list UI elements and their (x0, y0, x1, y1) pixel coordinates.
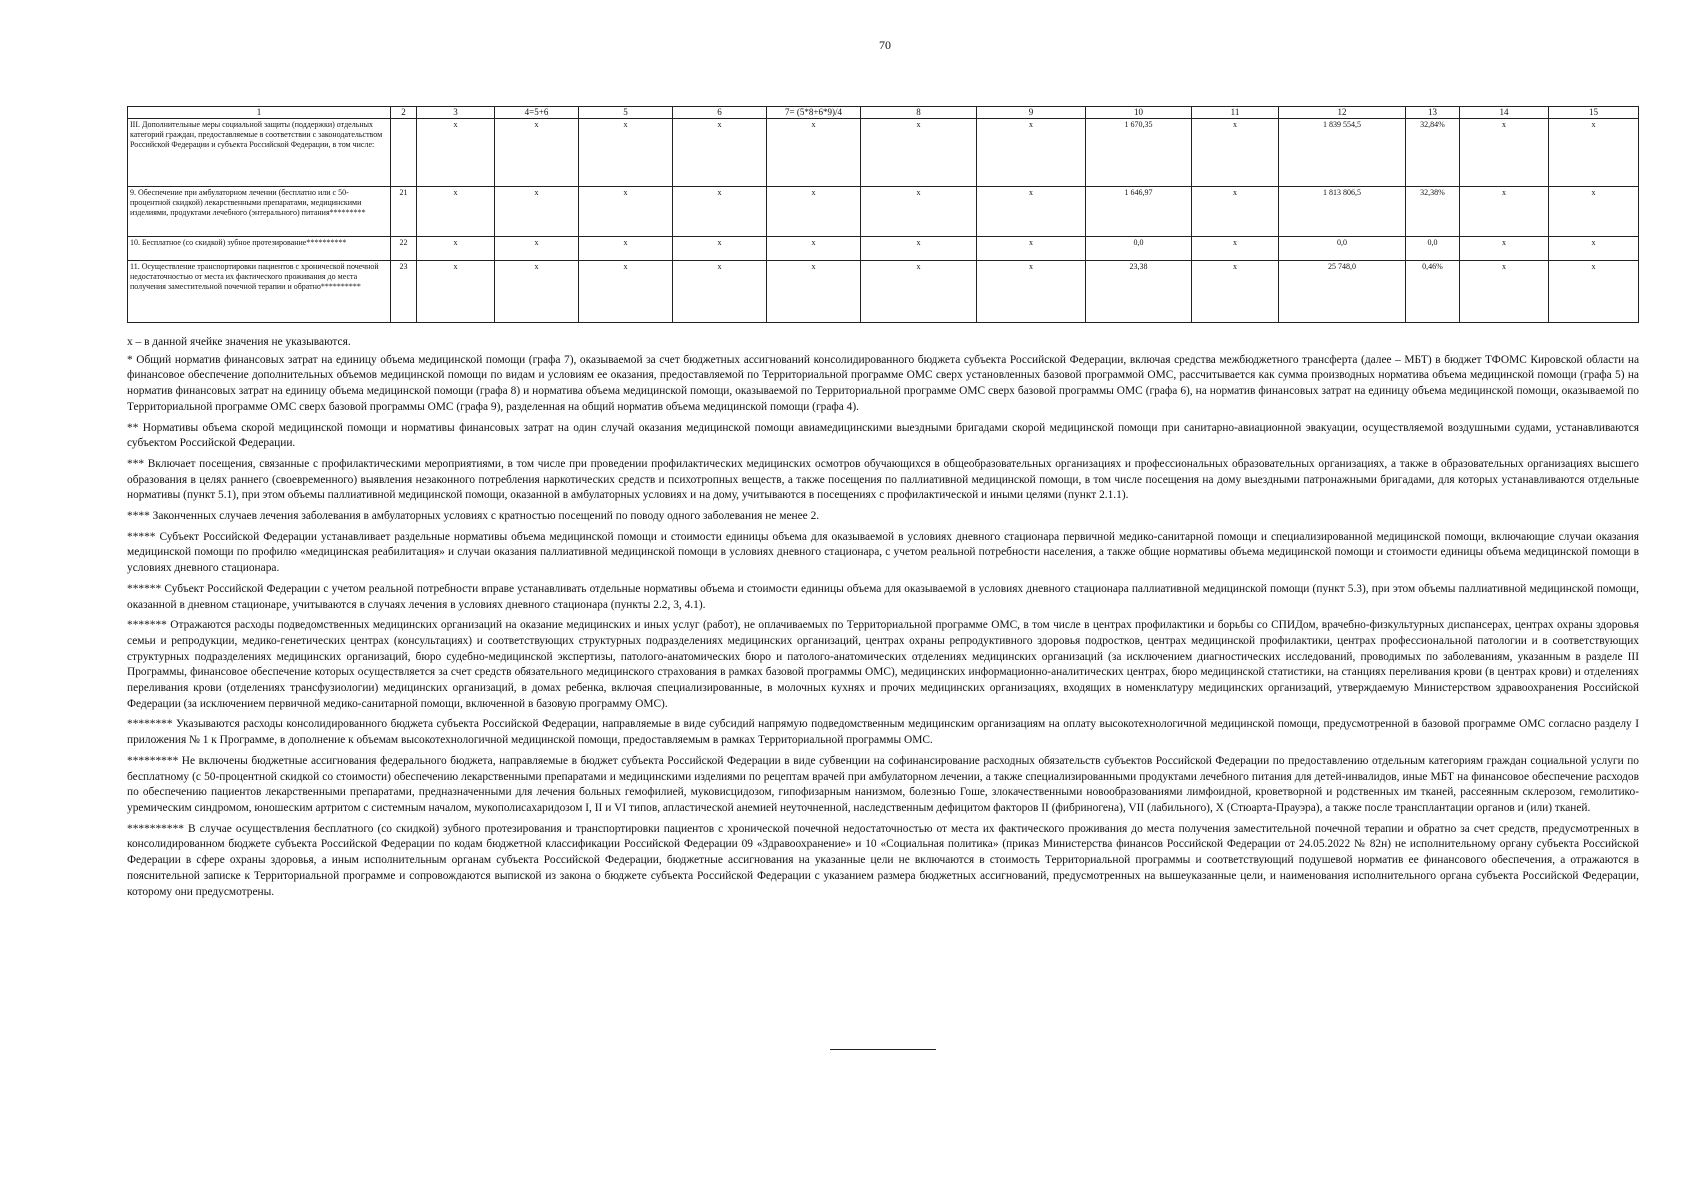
header-cell: 8 (861, 107, 977, 119)
footnote: *** Включает посещения, связанные с профилактическими мероприятиями, в том числе при проведении профилактических медицинских осмотров обучающихся в общеобразовательных организациях и профессиональных образовательных организациях, а также в образовательных организациях высшего образования в целях раннего (своевременного) выявления незаконного потребления наркотических средств и психотропных веществ, а также посещения по паллиативной медицинской помощи, в том числе посещения на дому выездными патронажными бригадами, для которых устанавливаются отдельные нормативы (пункт 5.1), при этом объемы паллиативной медицинской помощи, оказанной в амбулаторных условиях и на дому, учитываются в посещениях с профилактической и иными целями (пункт 2.1.1). (127, 457, 1639, 502)
header-cell: 15 (1549, 107, 1639, 119)
table-cell: x (1549, 187, 1639, 237)
table-cell: x (1192, 187, 1279, 237)
table-cell: 25 748,0 (1279, 261, 1406, 323)
table-cell: 1 670,35 (1086, 119, 1192, 187)
table-row (128, 237, 1639, 261)
closing-divider (830, 1049, 936, 1050)
table-cell: x (861, 261, 977, 323)
table-cell: x (495, 119, 579, 187)
footnote: ********** В случае осуществления бесплатного (со скидкой) зубного протезирования и транспортировки пациентов с хронической почечной недостаточностью от места их фактического проживания до места получения заместительной почечной терапии и обратно за счет средств, предусмотренных в консолидированном бюджете субъекта Российской Федерации по кодам бюджетной классификации Российской Федерации 09 «Здравоохранение» и 10 «Социальная политика» (приказ Министерства финансов Российской Федерации от 24.05.2022 № 82н) не исполнительному органу субъекта Российской Федерации в сфере охраны здоровья, а иным исполнительным органам субъекта Российской Федерации, бюджетные ассигнования на указанные цели не включаются в стоимость Территориальной программы и соответствующий подушевой норматив ее финансового обеспечения, а отражаются в пояснительной записке к Территориальной программе и сопровождаются выпиской из закона о бюджете субъекта Российской Федерации с указанием размера бюджетных ассигнований, предусмотренных на вышеуказанные цели, и наименования исполнительного органа субъекта Российской Федерации, которому они предусмотрены. (127, 822, 1639, 898)
table-cell: x (1549, 119, 1639, 187)
table-cell: x (767, 187, 861, 237)
header-cell: 12 (1279, 107, 1406, 119)
table-cell: 1 646,97 (1086, 187, 1192, 237)
table-row (128, 187, 1639, 237)
table-cell: x (673, 261, 767, 323)
table-cell: x (861, 119, 977, 187)
table-cell: 21 (391, 187, 417, 237)
row-label: III. Дополнительные меры социальной защиты (поддержки) отдельных категорий граждан, предоставляемые в соответствии с законодательством Российской Федерации и субъекта Российской Федерации, в том числе: (128, 119, 391, 187)
table-cell: x (579, 119, 673, 187)
header-row (128, 107, 1639, 119)
footnotes (127, 335, 1639, 905)
table-cell: x (977, 237, 1086, 261)
table-cell: x (495, 261, 579, 323)
table-cell: x (417, 119, 495, 187)
header-cell: 5 (579, 107, 673, 119)
header-cell: 2 (391, 107, 417, 119)
table-cell: x (1460, 187, 1549, 237)
table-cell: x (579, 187, 673, 237)
header-cell: 6 (673, 107, 767, 119)
table-cell: 0,0 (1406, 237, 1460, 261)
header-cell: 4=5+6 (495, 107, 579, 119)
table-cell: 0,46% (1406, 261, 1460, 323)
table-cell: x (767, 261, 861, 323)
header-cell: 9 (977, 107, 1086, 119)
table-cell: x (673, 187, 767, 237)
header-cell: 11 (1192, 107, 1279, 119)
header-cell: 7= (5*8+6*9)/4 (767, 107, 861, 119)
footnote: **** Законченных случаев лечения заболевания в амбулаторных условиях с кратностью посещений по поводу одного заболевания не менее 2. (127, 510, 820, 523)
table-cell: x (495, 187, 579, 237)
table-cell: x (417, 261, 495, 323)
table-cell: x (1192, 261, 1279, 323)
table-cell: 32,38% (1406, 187, 1460, 237)
header-cell: 13 (1406, 107, 1460, 119)
header-cell: 10 (1086, 107, 1192, 119)
table-cell: x (1192, 237, 1279, 261)
header-cell: 14 (1460, 107, 1549, 119)
footnote-legend: х – в данной ячейке значения не указываются. (127, 336, 351, 348)
table-cell: 23,38 (1086, 261, 1192, 323)
table-cell: x (1549, 237, 1639, 261)
table-cell: 32,84% (1406, 119, 1460, 187)
footnote: ****** Субъект Российской Федерации с учетом реальной потребности вправе устанавливать отдельные нормативы объема и стоимости единицы объема для оказываемой в условиях дневного стационара паллиативной медицинской помощи (пункт 5.3), при этом объемы паллиативной медицинской помощи, оказанной в дневном стационаре, учитываются в случаях лечения в условиях дневного стационара (пункты 2.2, 3, 4.1). (127, 582, 1639, 611)
table-cell: 1 839 554,5 (1279, 119, 1406, 187)
table-cell: x (1460, 261, 1549, 323)
table-cell: 0,0 (1279, 237, 1406, 261)
header-cell: 3 (417, 107, 495, 119)
table-cell: x (1460, 237, 1549, 261)
table-cell: 23 (391, 261, 417, 323)
footnote: ******** Указываются расходы консолидированного бюджета субъекта Российской Федерации, направляемые в виде субсидий напрямую подведомственным медицинским организациям на оплату высокотехнологичной медицинской помощи, предусмотренной в базовой программе ОМС согласно разделу I приложения № 1 к Программе, в дополнение к объемам высокотехнологичной медицинской помощи, предоставляемым в рамках Территориальной программы ОМС. (127, 718, 1639, 747)
footnote: ** Нормативы объема скорой медицинской помощи и нормативы финансовых затрат на один случай оказания медицинской помощи авиамедицинскими выездными бригадами скорой медицинской помощи при санитарно-авиационной эвакуации, осуществляемой воздушными судами, устанавливаются субъектом Российской Федерации. (127, 421, 1639, 450)
table-cell: x (861, 187, 977, 237)
table-cell: 1 813 806,5 (1279, 187, 1406, 237)
table-cell: x (673, 119, 767, 187)
table-cell: x (977, 187, 1086, 237)
table-cell: x (579, 261, 673, 323)
table-cell: x (1549, 261, 1639, 323)
table-cell: x (977, 261, 1086, 323)
row-label: 10. Бесплатное (со скидкой) зубное протезирование********** (128, 237, 391, 261)
table-cell: x (1192, 119, 1279, 187)
table-cell: x (417, 187, 495, 237)
footnote: ********* Не включены бюджетные ассигнования федерального бюджета, направляемые в бюджет субъекта Российской Федерации в виде субвенции на софинансирование расходных обязательств субъектов Российской Федерации по предоставлению отдельным категориям граждан социальной услуги по бесплатному (с 50-процентной скидкой со стоимости) обеспечению лекарственными препаратами и медицинскими изделиями по рецептам врачей при амбулаторном лечении, а также специализированными продуктами лечебного питания для детей-инвалидов, иные МБТ на финансовое обеспечение расходов по обеспечению пациентов лекарственными препаратами, предназначенными для лечения больных гемофилией, муковисцидозом, гипофизарным нанизмом, болезнью Гоше, злокачественными новообразованиями лимфоидной, кроветворной и родственных им тканей, рассеянным склерозом, гемолитико-уремическим синдромом, юношеским артритом с системным началом, мукополисахаридозом I, II и VI типов, апластической анемией неуточненной, наследственным дефицитом факторов II (фибриногена), VII (лабильного), X (Стюарта-Прауэра), а также после трансплантации органов и (или) тканей. (127, 754, 1639, 814)
row-label: 11. Осуществление транспортировки пациентов с хронической почечной недостаточностью от места их фактического проживания до места получения заместительной почечной терапии и обратно********** (128, 261, 391, 323)
table-row (128, 119, 1639, 187)
table-cell: x (767, 119, 861, 187)
data-table (127, 106, 1639, 323)
table-row (128, 261, 1639, 323)
header-cell: 1 (128, 107, 391, 119)
table-cell: x (1460, 119, 1549, 187)
page-number: 70 (879, 38, 891, 52)
table-cell: x (673, 237, 767, 261)
table-cell: x (767, 237, 861, 261)
table-cell: 22 (391, 237, 417, 261)
table-cell: x (417, 237, 495, 261)
table-cell: 0,0 (1086, 237, 1192, 261)
table-cell: x (495, 237, 579, 261)
footnote: ******* Отражаются расходы подведомственных медицинских организаций на оказание медицинских и иных услуг (работ), не оплачиваемых по Территориальной программе ОМС, в том числе в центрах профилактики и борьбы со СПИДом, врачебно-физкультурных диспансерах, центрах охраны здоровья семьи и репродукции, медико-генетических центрах (консультациях) и соответствующих структурных подразделениях медицинских организаций, центрах охраны репродуктивного здоровья подростков, центрах медицинской профилактики, центрах профессиональной патологии и в соответствующих структурных подразделениях медицинских организаций, бюро судебно-медицинской экспертизы, патолого-анатомических бюро и патолого-анатомических отделениях медицинских организаций (за исключением диагностических исследований, проводимых по заболеваниям, указанным в разделе III Программы, финансовое обеспечение которых осуществляется за счет средств обязательного медицинского страхования в рамках базовой программы ОМС), медицинских информационно-аналитических центрах, бюро медицинской статистики, на станциях переливания крови (в центрах крови) и отделениях переливания крови (отделениях трансфузиологии) медицинских организаций, в домах ребенка, включая специализированные, в молочных кухнях и прочих медицинских организациях, входящих в номенклатуру медицинских организаций, утверждаемую Министерством здравоохранения Российской Федерации (за исключением первичной медико-санитарной помощи, включенной в базовую программу ОМС). (127, 619, 1639, 710)
row-label: 9. Обеспечение при амбулаторном лечении (бесплатно или с 50-процентной скидкой) лекарственными препаратами, медицинскими изделиями, продуктами лечебного (энтерального) питания********* (128, 187, 391, 237)
table-cell: x (861, 237, 977, 261)
footnote: ***** Субъект Российской Федерации устанавливает раздельные нормативы объема медицинской помощи и стоимости единицы объема для оказываемой в условиях дневного стационара первичной медико-санитарной помощи и специализированной медицинской помощи, включающие случаи оказания медицинской помощи по профилю «медицинская реабилитация» и случаи оказания паллиативной медицинской помощи в условиях дневного стационара, с учетом реальной потребности населения, а также общие нормативы объема медицинской помощи и стоимости единицы объема медицинской помощи в условиях дневного стационара. (127, 530, 1639, 575)
footnote: * Общий норматив финансовых затрат на единицу объема медицинской помощи (графа 7), оказываемой за счет бюджетных ассигнований консолидированного бюджета субъекта Российской Федерации, включая средства межбюджетного трансферта (далее – МБТ) в бюджет ТФОМС Кировской области на финансовое обеспечение дополнительных объемов медицинской помощи по видам и условиям ее оказания, предоставляемой по Территориальной программе ОМС сверх установленных базовой программой ОМС, рассчитывается как сумма производных норматива объема медицинской помощи (графа 5) на норматив финансовых затрат на единицу объема медицинской помощи (графа 8) и норматива объема медицинской помощи, оказываемой по Территориальной программе ОМС сверх базовой программы ОМС (графа 6), на норматив финансовых затрат на единицу объема медицинской помощи, оказываемой по Территориальной программе ОМС сверх базовой программы ОМС (графа 9), разделенная на общий норматив объема медицинской помощи (графа 4). (127, 353, 1639, 413)
table-cell (391, 119, 417, 187)
table-cell: x (977, 119, 1086, 187)
table-cell: x (579, 237, 673, 261)
